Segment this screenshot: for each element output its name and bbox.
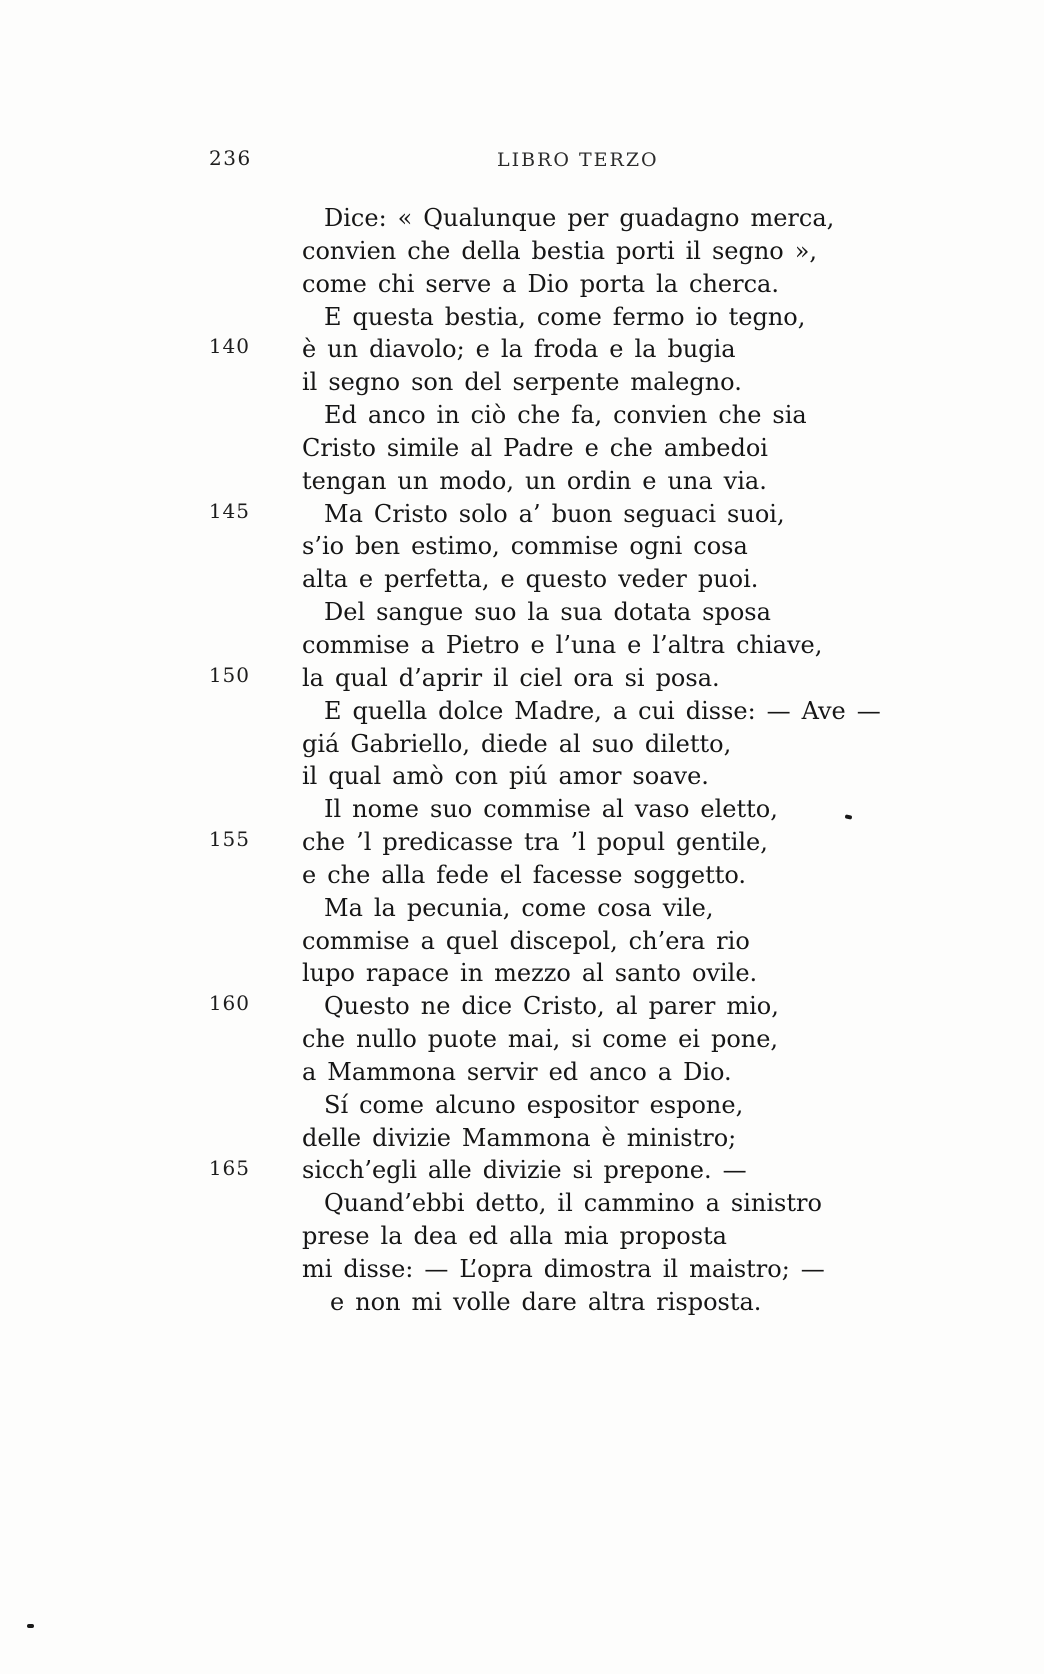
verse-line — [302, 399, 912, 432]
verse-line — [302, 333, 912, 366]
verse-line — [302, 925, 912, 958]
verse-text: Cristo simile al Padre e che ambedoi — [302, 433, 768, 462]
verse-text: Ed anco in ciò che fa, convien che sia — [324, 401, 807, 430]
verse-text: Quand’ebbi detto, il cammino a sinistro — [324, 1189, 822, 1218]
verse-line — [302, 1187, 912, 1220]
verse-text: mi disse: — L’opra dimostra il maistro; — — [302, 1255, 825, 1283]
verse-text: Ma Cristo solo a’ buon seguaci suoi, — [324, 499, 785, 528]
verse-text: lupo rapace in mezzo al santo ovile. — [302, 959, 758, 988]
verse-text: la qual d’aprir il ciel ora si posa. — [302, 663, 720, 692]
ink-speck — [27, 1624, 34, 1628]
verse-line — [302, 629, 912, 662]
verse-text: alta e perfetta, e questo veder puoi. — [302, 565, 759, 594]
verse-line — [302, 826, 912, 859]
verse-line — [302, 235, 912, 268]
verse-line — [302, 892, 912, 925]
verse-text: il qual amò con piú amor soave. — [302, 762, 709, 791]
verse-text: Questo ne dice Cristo, al parer mio, — [324, 992, 779, 1021]
verse-text: Dice: « Qualunque per guadagno merca, — [324, 204, 835, 232]
verse-text: è un diavolo; e la froda e la bugia — [302, 335, 736, 364]
verse-line — [302, 1286, 912, 1319]
verse-line — [302, 859, 912, 892]
verse-line — [302, 530, 912, 563]
page-number: 236 — [209, 146, 252, 170]
verse-text: commise a Pietro e l’una e l’altra chiave, — [302, 630, 823, 659]
verse-line — [302, 202, 912, 235]
verse-text: prese la dea ed alla mia proposta — [302, 1222, 727, 1251]
verse-line — [302, 695, 912, 728]
verse-line — [302, 268, 912, 301]
verse-text: E quella dolce Madre, a cui disse: — Ave — — [324, 696, 881, 725]
verse-line — [302, 1023, 912, 1056]
verse-text: tengan un modo, un ordin e una via. — [302, 466, 767, 495]
verse-text: e che alla fede el facesse soggetto. — [302, 860, 747, 889]
verse-text: Ma la pecunia, come cosa vile, — [324, 893, 714, 922]
line-number: 140 — [208, 334, 250, 359]
verse-line — [302, 498, 912, 531]
verse-text: E questa bestia, come fermo io tegno, — [324, 302, 806, 331]
verse-line — [302, 1253, 912, 1286]
verse-text: commise a quel discepol, ch’era rio — [302, 926, 750, 955]
running-title: LIBRO TERZO — [497, 149, 659, 171]
verse-text: convien che della bestia porti il segno », — [302, 236, 818, 265]
verse-line — [302, 465, 912, 498]
verse-text: che nullo puote mai, si come ei pone, — [302, 1025, 779, 1054]
line-number: 145 — [208, 498, 250, 523]
verse-line — [302, 728, 912, 761]
poem — [302, 202, 912, 1319]
verse-text: delle divizie Mammona è ministro; — [302, 1123, 737, 1152]
verse-text: Del sangue suo la sua dotata sposa — [324, 598, 771, 627]
line-number: 150 — [208, 662, 250, 687]
verse-line — [302, 596, 912, 629]
verse-line — [302, 1089, 912, 1122]
line-number: 155 — [208, 827, 250, 852]
verse-line — [302, 957, 912, 990]
verse-line — [302, 366, 912, 399]
verse-text: a Mammona servir ed anco a Dio. — [302, 1057, 732, 1086]
verse-line — [302, 662, 912, 695]
verse-text: giá Gabriello, diede al suo diletto, — [302, 729, 732, 758]
verse-text: Sí come alcuno espositor espone, — [324, 1090, 744, 1119]
line-number: 165 — [208, 1155, 250, 1180]
verse-line — [302, 1220, 912, 1253]
verse-line — [302, 1056, 912, 1089]
verse-line — [302, 563, 912, 596]
verse-text: il segno son del serpente malegno. — [302, 368, 742, 397]
verse-line — [302, 760, 912, 793]
verse-text: sicch’egli alle divizie si prepone. — — [302, 1156, 747, 1185]
verse-line — [302, 432, 912, 465]
verse-line — [302, 793, 912, 826]
verse-line — [302, 1154, 912, 1187]
verse-text: come chi serve a Dio porta la cherca. — [302, 269, 779, 298]
verse-line — [302, 301, 912, 334]
line-number: 160 — [208, 991, 250, 1016]
verse-text: s’io ben estimo, commise ogni cosa — [302, 532, 748, 561]
verse-text: che ’l predicasse tra ’l popul gentile, — [302, 828, 768, 857]
verse-line — [302, 1122, 912, 1155]
verse-text: Il nome suo commise al vaso eletto, — [324, 795, 778, 824]
verse-text: e non mi volle dare altra risposta. — [330, 1287, 762, 1316]
verse-line — [302, 990, 912, 1023]
